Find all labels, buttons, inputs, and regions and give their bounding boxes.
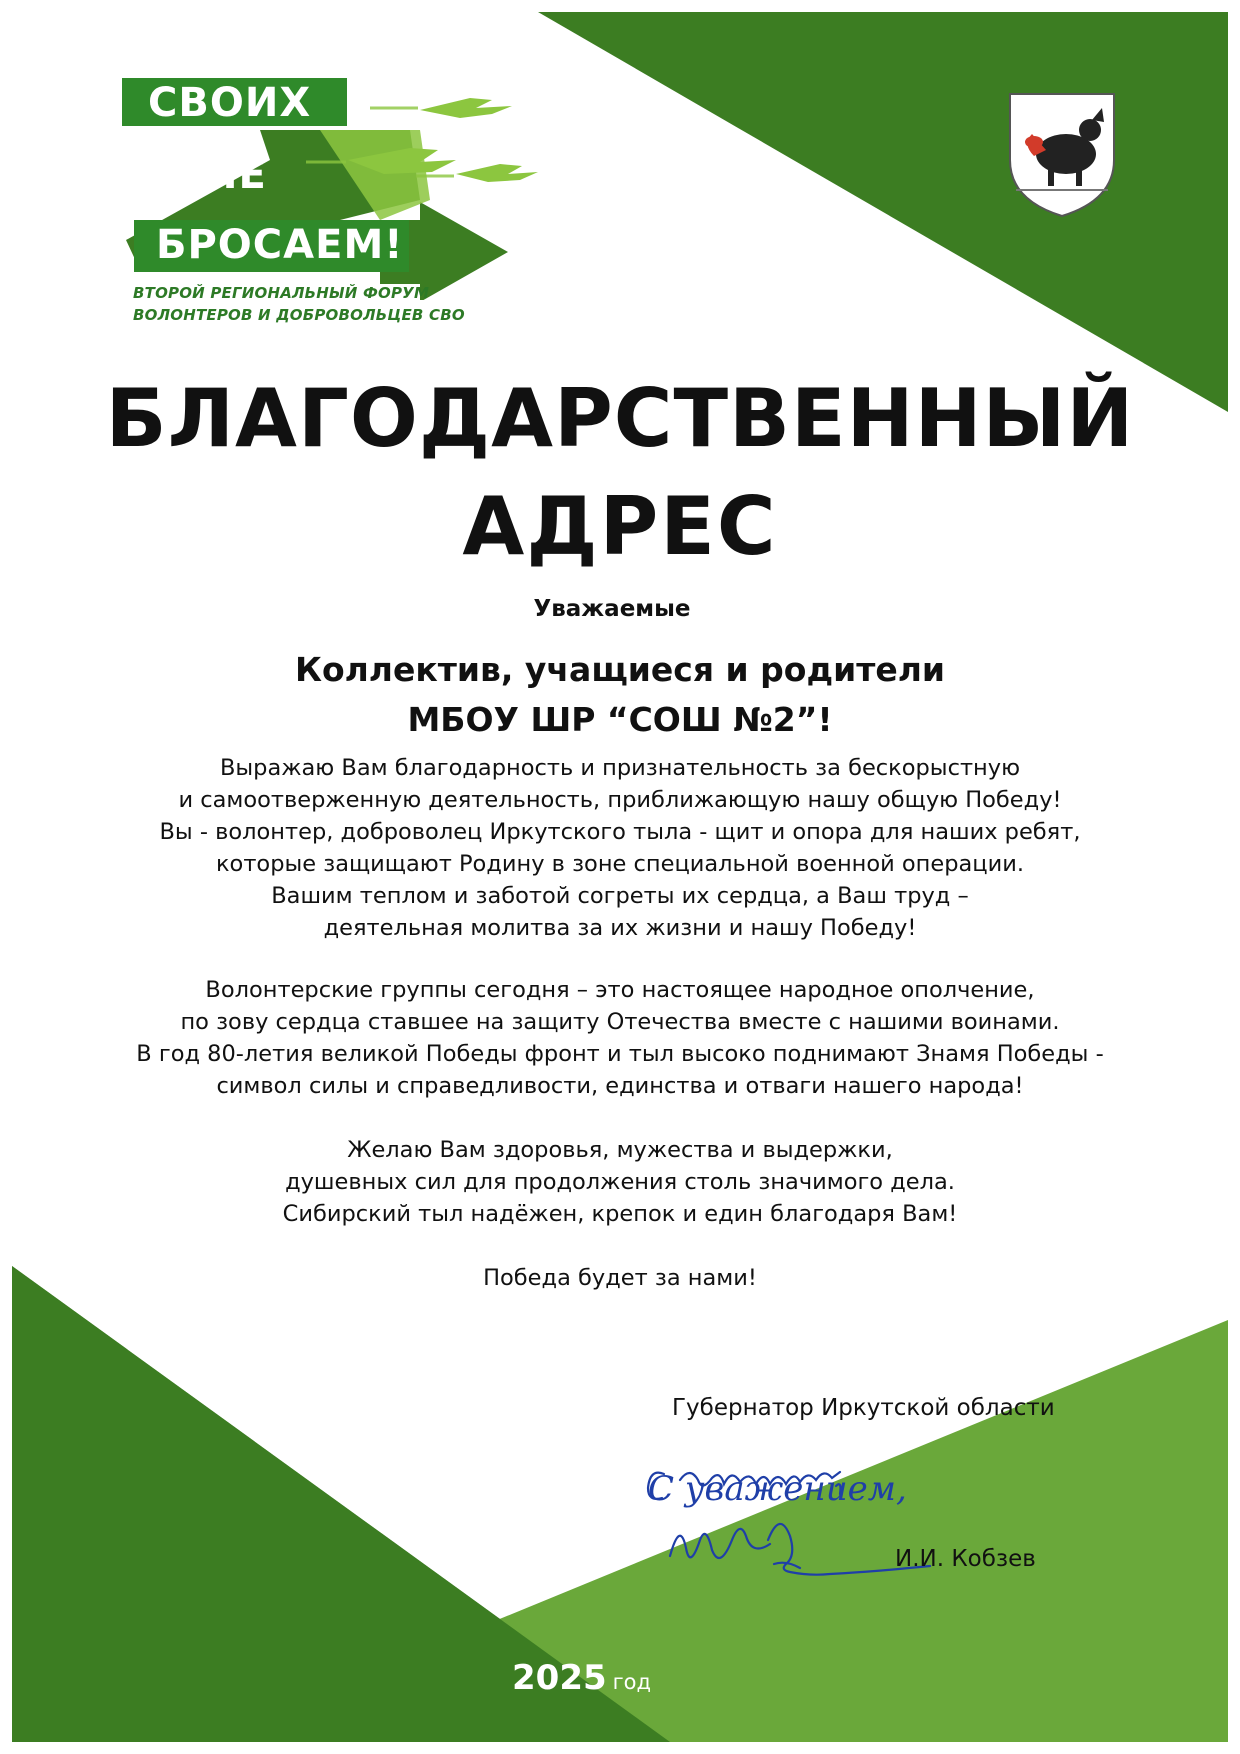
greeting: Уважаемые <box>533 596 691 622</box>
year-number: 2025 <box>512 1658 607 1698</box>
logo-subtitle-1: ВТОРОЙ РЕГИОНАЛЬНЫЙ ФОРУМ <box>133 284 430 302</box>
forum-logo <box>120 70 540 340</box>
paragraph-1 <box>60 752 1180 944</box>
paragraph-line: Желаю Вам здоровья, мужества и выдержки, <box>347 1137 893 1163</box>
paragraph-line: Сибирский тыл надёжен, крепок и един благодаря Вам! <box>282 1201 958 1227</box>
addressee-line-2: МБОУ ШР “СОШ №2”! <box>407 700 833 739</box>
paragraph-line: Волонтерские группы сегодня – это настоящее народное ополчение, <box>205 977 1035 1003</box>
paragraph-line: по зову сердца ставшее на защиту Отечества вместе с нашими воинами. <box>180 1009 1060 1035</box>
paragraph-line: душевных сил для продолжения столь значимого дела. <box>285 1169 955 1195</box>
logo-line-2: НЕ <box>204 152 267 198</box>
document-year <box>512 1658 651 1698</box>
closing-line: Победа будет за нами! <box>483 1265 757 1291</box>
signature-note: С уважением, <box>648 1469 907 1509</box>
paragraph-line: Вашим теплом и заботой согреты их сердца, а Ваш труд – <box>271 883 969 909</box>
paragraph-3 <box>60 1134 1180 1230</box>
paragraph-line: и самоотверженную деятельность, приближающую нашу общую Победу! <box>178 787 1062 813</box>
document-subtitle: АДРЕС <box>462 480 778 573</box>
paragraph-line: которые защищают Родину в зоне специальной военной операции. <box>215 851 1025 877</box>
signatory-name: И.И. Кобзев <box>895 1546 1036 1572</box>
signatory-title: Губернатор Иркутской области <box>672 1395 1055 1421</box>
document-title: БЛАГОДАРСТВЕННЫЙ <box>105 372 1135 465</box>
logo-line-3: БРОСАЕМ! <box>156 222 404 268</box>
paragraph-line: символ силы и справедливости, единства и отваги нашего народа! <box>216 1073 1024 1099</box>
paragraph-line: В год 80-летия великой Победы фронт и тыл высоко поднимают Знамя Победы - <box>136 1041 1104 1067</box>
logo-line-1: СВОИХ <box>148 80 312 126</box>
paragraph-line: Вы - волонтер, доброволец Иркутского тыла - щит и опора для наших ребят, <box>159 819 1081 845</box>
paragraph-line: Выражаю Вам благодарность и признательность за бескорыстную <box>219 755 1021 781</box>
logo-subtitle-2: ВОЛОНТЕРОВ И ДОБРОВОЛЬЦЕВ СВО <box>133 306 465 324</box>
logo-line-1-box <box>122 78 347 126</box>
logo-line-3-box <box>134 220 409 272</box>
addressee-line-1: Коллектив, учащиеся и родители <box>294 650 946 689</box>
handwritten-signature <box>640 1440 940 1610</box>
paragraph-line: деятельная молитва за их жизни и нашу Победу! <box>323 915 917 941</box>
irkutsk-coat-of-arms-icon <box>1006 90 1118 220</box>
paragraph-2 <box>60 974 1180 1102</box>
year-unit: год <box>612 1670 652 1694</box>
